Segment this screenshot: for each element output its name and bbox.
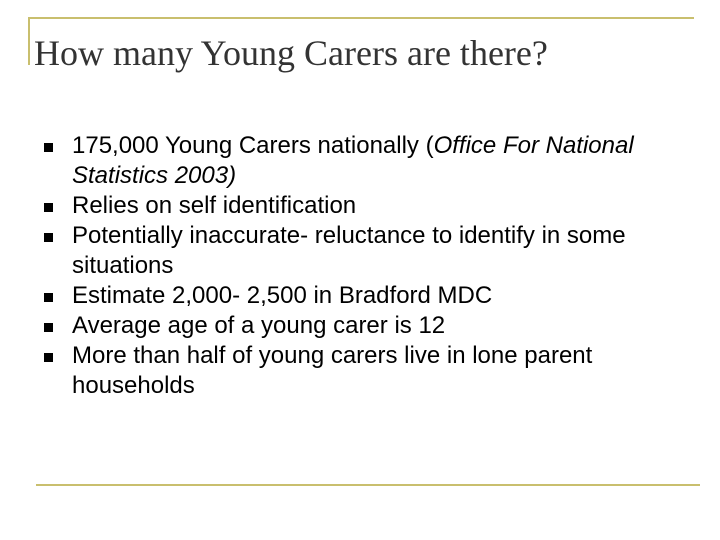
list-item: [72, 341, 692, 401]
square-bullet-icon: [44, 323, 53, 332]
left-rule: [28, 17, 30, 65]
list-item: [72, 191, 692, 221]
top-rule: [28, 17, 694, 19]
bullet-text: Relies on self identification: [72, 192, 357, 219]
square-bullet-icon: [44, 203, 53, 212]
bullet-text: Average age of a young carer is 12: [72, 312, 446, 339]
square-bullet-icon: [44, 143, 53, 152]
bullet-text: Estimate 2,000- 2,500 in Bradford MDC: [72, 282, 493, 309]
square-bullet-icon: [44, 293, 53, 302]
slide-title: How many Young Carers are there?: [34, 33, 548, 73]
list-item: [72, 311, 692, 341]
list-item: [72, 281, 692, 311]
bullet-text: [72, 132, 634, 189]
bullet-source-citation: Office For National Statistics 2003): [72, 132, 634, 189]
square-bullet-icon: [44, 353, 53, 362]
square-bullet-icon: [44, 233, 53, 242]
bottom-rule: [36, 484, 700, 486]
bullet-list: [72, 131, 692, 401]
bullet-text-main: 175,000 Young Carers nationally (: [72, 132, 434, 159]
list-item: [72, 221, 692, 281]
bullet-text: Potentially inaccurate- reluctance to identify in some situations: [72, 222, 626, 279]
list-item: [72, 131, 692, 191]
bullet-text: More than half of young carers live in lone parent households: [72, 342, 593, 399]
